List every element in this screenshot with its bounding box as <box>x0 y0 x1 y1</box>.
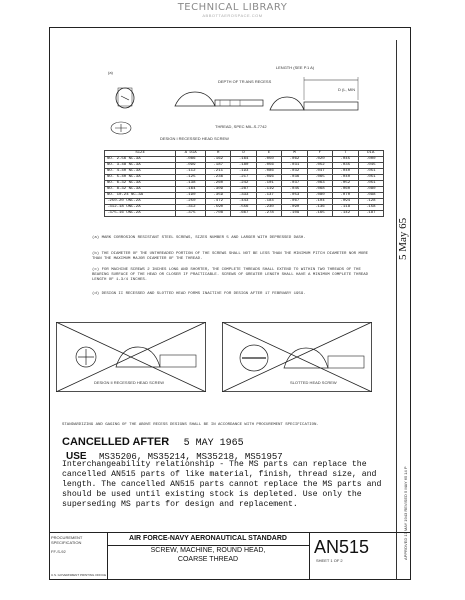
table-cell: .045 <box>333 157 358 163</box>
table-cell: .242 <box>231 181 256 187</box>
header-url: ABBOTTAEROSPACE.COM <box>202 13 263 18</box>
cancel-title: CANCELLED AFTER <box>62 436 170 448</box>
table-cell: .250 <box>176 199 206 205</box>
note-b: (b) THE DIAMETER OF THE UNTHREADED PORTION OF THE SCREWS SHALL NOT BE LESS THAN THE MINIMUM PITCH DIAMETER NOR MORE THAN THE MAXIMUM MAJOR DIAMETER OF THE THREAD. <box>92 252 369 261</box>
part-number-cell <box>309 533 411 580</box>
table-cell: .211 <box>205 169 230 175</box>
table-cell: NO. 6-32 NC-3A <box>105 181 176 187</box>
note-c: (c) FOR MACHINE SCREWS 2 INCHES LONG AND SHORTER, THE COMPLETE THREADS SHALL EXTEND TO WITHIN TWO THREADS OF THE BEARING SURFACE OF THE HEAD OR CLOSER IF PRACTICABLE. SCREWS OF GREATER LENGTH SHALL HAVE A MINIMUM COMPLETE THREAD LENGTH OF 1-3/4 INCHES. <box>92 268 369 282</box>
table-cell: .036 <box>282 175 307 181</box>
table-cell: .556 <box>231 205 256 211</box>
table-cell: .045 <box>282 187 307 193</box>
use-parts: MS35206, MS35214, MS35218, MS51957 <box>99 452 283 462</box>
table-cell: .067 <box>282 199 307 205</box>
table-cell: .060 <box>333 187 358 193</box>
date-stamp: 5 May 65 <box>397 217 409 260</box>
table-cell: .119 <box>256 187 281 193</box>
table-cell: .250-20 UNC-2A <box>105 199 176 205</box>
table-cell: .187 <box>205 163 230 169</box>
table-cell: .051 <box>358 169 383 175</box>
org-title: AIR FORCE-NAVY AERONAUTICAL STANDARD <box>107 533 309 546</box>
table-cell: .020 <box>307 157 332 163</box>
sidebar-revision-text: APPROVED 17 MAY 1943 REVISED 5 MAY 65 14 P <box>403 466 408 560</box>
table-cell: .333 <box>231 193 256 199</box>
table-cell: NO. 4-40 NC-3A <box>105 169 176 175</box>
table-cell: .050 <box>256 157 281 163</box>
table-cell: .051 <box>358 181 383 187</box>
table-cell: NO. 10-24 NC-3A <box>105 193 176 199</box>
printer-note: U.S. GOVERNMENT PRINTING OFFICE <box>51 573 107 577</box>
table-cell: .045 <box>358 163 383 169</box>
table-cell: NO. 2-56 NC-3A <box>105 157 176 163</box>
note-d: (d) DESIGN II RECESSED AND SLOTTED HEAD FORMS INACTIVE FOR DESIGN AFTER 17 FEBRUARY 1959. <box>92 292 306 296</box>
table-cell: .080 <box>358 187 383 193</box>
table-cell: .193 <box>231 169 256 175</box>
table-header-cell: F <box>307 151 332 157</box>
table-cell: .109 <box>282 211 307 217</box>
table-cell: .068 <box>307 187 332 193</box>
table-cell: .375 <box>176 211 206 217</box>
table-cell: .236 <box>205 175 230 181</box>
table-cell: .047 <box>307 169 332 175</box>
table-cell: .164 <box>231 157 256 163</box>
table-cell: .098 <box>358 193 383 199</box>
table-cell: .118 <box>333 205 358 211</box>
procurement-label: PROCUREMENT SPECIFICATION <box>51 535 83 545</box>
table-cell: NO. 5-40 NC-3A <box>105 175 176 181</box>
table-cell: .158 <box>358 205 383 211</box>
figure-label-length: LENGTH (SEE P.1 A) <box>275 65 315 70</box>
table-cell: .184 <box>256 199 281 205</box>
table-cell: .070 <box>333 193 358 199</box>
table-cell: .309 <box>205 187 230 193</box>
table-cell: .086 <box>256 169 281 175</box>
title-line2: COARSE THREAD <box>177 556 239 563</box>
table-cell: .090 <box>282 205 307 211</box>
dimension-table <box>104 150 384 217</box>
table-cell: .052 <box>333 181 358 187</box>
figure-caption: DESIGN I RECESSED HEAD SCREW <box>160 136 229 141</box>
interchangeability-paragraph: Interchangeability relationship - The MS parts can replace the cancelled AN515 parts of like material, finish, thread size, and length. The cancelled AN515 parts cannot replace the MS parts and should be used until existing stock is depleted. Use only the superseding MS parts for design and replacement. <box>62 460 382 509</box>
table-cell: .037 <box>282 181 307 187</box>
table-cell: .137 <box>256 193 281 199</box>
table-cell: .590 <box>205 205 230 211</box>
table-header-cell: T <box>333 151 358 157</box>
cancel-date: 5 MAY 1965 <box>183 438 244 449</box>
table-cell: .086 <box>176 157 206 163</box>
table-header-cell: SIZE <box>105 151 176 157</box>
table-cell: .096 <box>256 175 281 181</box>
table-cell: .000 <box>358 157 383 163</box>
table-cell: .065 <box>307 175 332 181</box>
table-cell: .375-16 UNC-2A <box>105 211 176 217</box>
table-cell: .099 <box>176 163 206 169</box>
note-a: (a) MARK CORROSION RESISTANT STEEL SCREWS, SIZES NUMBER 5 AND LARGER WITH DEPRESSED DASH. <box>92 236 306 240</box>
table-cell: .035 <box>333 163 358 169</box>
table-header-cell: M <box>282 151 307 157</box>
table-cell: .260 <box>205 181 230 187</box>
table-header-cell: E <box>256 151 281 157</box>
table-cell: .359 <box>205 193 230 199</box>
table-cell: .138 <box>176 181 206 187</box>
table-cell: NO. 3-48 NC-3A <box>105 163 176 169</box>
table-cell: .443 <box>231 199 256 205</box>
table-header-cell: DIA <box>358 151 383 157</box>
table-cell: .287 <box>231 187 256 193</box>
table-cell: .187 <box>358 211 383 217</box>
table-cell: .032 <box>282 169 307 175</box>
table-cell: .053 <box>282 193 307 199</box>
table-cell: .040 <box>333 175 358 181</box>
table-cell: .125 <box>176 175 206 181</box>
table-cell: .278 <box>256 211 281 217</box>
table-cell: .104 <box>307 199 332 205</box>
table-cell: NO. 8-32 NC-3A <box>105 187 176 193</box>
table-cell: .165 <box>307 211 332 217</box>
header-logo: TECHNICAL LIBRARY <box>177 2 288 13</box>
table-cell: .101 <box>256 181 281 187</box>
table-cell: .062 <box>282 157 307 163</box>
table-header-cell: H <box>205 151 230 157</box>
table-cell: .052 <box>307 163 332 169</box>
table-cell: .162 <box>205 157 230 163</box>
crossed-left-caption: DESIGN II RECESSED HEAD SCREW <box>94 380 165 385</box>
table-cell: .180 <box>231 163 256 169</box>
table-cell: .164 <box>176 187 206 193</box>
table-cell: .142 <box>333 211 358 217</box>
table-header-cell: A DIA <box>176 151 206 157</box>
table-cell: .080 <box>307 193 332 199</box>
part-number: AN515 <box>314 537 370 557</box>
table-header-cell: D <box>231 151 256 157</box>
table-body <box>105 157 384 217</box>
title-block <box>49 532 411 581</box>
procurement-spec: FF-S-92 <box>51 549 66 554</box>
table-cell: .051 <box>358 175 383 181</box>
table-cell: .094 <box>333 199 358 205</box>
use-label: USE <box>66 451 87 462</box>
sheet-number: SHEET 1 OF 2 <box>316 558 343 563</box>
crossed-right-caption: SLOTTED HEAD SCREW <box>290 380 337 385</box>
table-row <box>105 211 384 217</box>
table-cell: .063 <box>307 181 332 187</box>
table-cell: .217 <box>231 175 256 181</box>
table-cell: .472 <box>205 199 230 205</box>
header <box>0 0 465 18</box>
table-cell: .667 <box>231 211 256 217</box>
table-cell: .056 <box>256 163 281 169</box>
table-cell: .128 <box>358 199 383 205</box>
sidebar-divider <box>396 40 397 580</box>
table-cell: .230 <box>256 205 281 211</box>
table-cell: .040 <box>333 169 358 175</box>
table-cell: .136 <box>307 205 332 211</box>
standardizing-note: STANDARDIZING AND GAGING OF THE ABOVE RECESS DESIGNS SHALL BE IN ACCORDANCE WITH PROCUREMENT SPECIFICATION. <box>62 423 319 427</box>
table-cell: .312 <box>176 205 206 211</box>
table-cell: .708 <box>205 211 230 217</box>
table-cell: .112 <box>176 169 206 175</box>
title-line1: SCREW, MACHINE, ROUND HEAD, <box>150 547 266 554</box>
figure-label-depth: DEPTH OF TR ANS RECESS <box>218 79 272 84</box>
table-cell: .190 <box>176 193 206 199</box>
figure-label-thread: THREAD, SPEC MIL-S-7742 <box>215 124 267 129</box>
table-cell: .031 <box>282 163 307 169</box>
table-cell: .312-18 UNC-2A <box>105 205 176 211</box>
figure-label-a: (a) <box>108 70 113 75</box>
figure-label-dia: D (L, MIN <box>338 87 356 92</box>
